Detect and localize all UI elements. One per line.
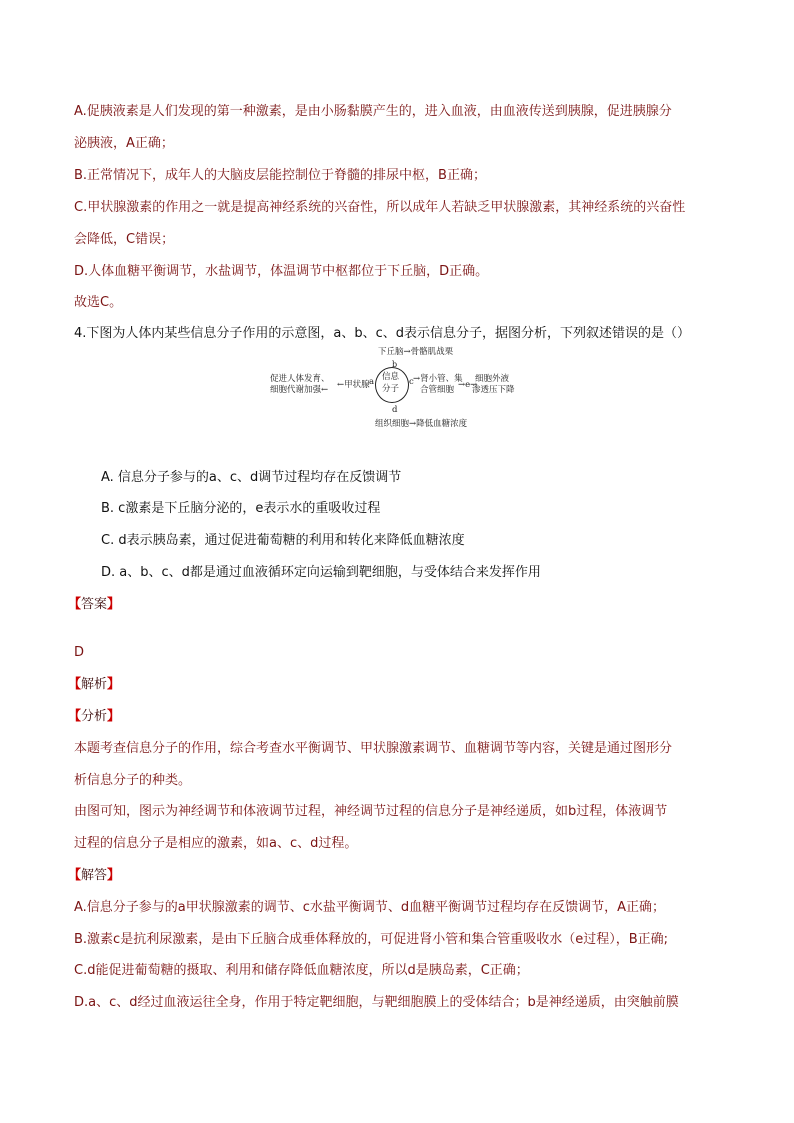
thyroid-label: ←甲状腺: [337, 380, 370, 390]
analysis-d: D.人体血糖平衡调节，水盐调节，体温调节中枢都位于下丘脑，D正确。: [74, 264, 489, 279]
analysis-c-cont: 会降低，C错误；: [74, 232, 175, 247]
bottom-label: 组织细胞→降低血糖浓度: [375, 419, 468, 429]
jieda-a: A.信息分子参与的a甲状腺激素的调节、c水盐平衡调节、d血糖平衡调节过程均存在反馈调节，A正确；: [74, 900, 666, 915]
jieda-c: C.d能促进葡萄糖的摄取、利用和储存降低血糖浓度，所以d是胰岛素，C正确；: [74, 963, 529, 978]
right-label: 渗透压下降: [472, 385, 515, 395]
option-c: C. d表示胰岛素，通过促进葡萄糖的利用和转化来降低血糖浓度: [101, 533, 465, 548]
analysis-a: A.促胰液素是人们发现的第一种激素，是由小肠黏膜产生的，进入血液，由血液传送到胰腺，促进胰腺分: [74, 104, 672, 119]
kidney-label: →肾小管、集: [413, 374, 463, 384]
label-c: c: [409, 377, 414, 387]
center-label: 分子: [382, 384, 400, 394]
fenxi-p1-cont: 析信息分子的种类。: [74, 773, 192, 788]
left-label: 促进人体发育、: [270, 374, 330, 384]
bracket: 】: [107, 868, 121, 883]
fenxi-p2-cont: 过程的信息分子是相应的激素，如a、c、d过程。: [74, 836, 358, 851]
bracket: 】: [107, 709, 121, 724]
label-d: d: [392, 405, 398, 415]
option-d: D. a、b、c、d都是通过血液循环定向运输到靶细胞，与受体结合来发挥作用: [101, 565, 541, 580]
bracket: 】: [107, 677, 121, 692]
choice: 故选C。: [74, 295, 123, 310]
top-label: 下丘脑→骨骼肌战栗: [378, 347, 454, 357]
label-e: →e→: [458, 380, 478, 390]
bracket: 【: [68, 677, 82, 692]
left-label: 细胞代谢加强←: [270, 385, 329, 395]
kidney-label: 合管细胞: [420, 385, 455, 395]
heading-text: 答案: [81, 597, 108, 612]
heading-text: 解析: [81, 677, 108, 692]
bracket: 【: [68, 709, 82, 724]
bracket: 】: [107, 597, 121, 612]
bracket: 【: [68, 868, 82, 883]
answer-heading: [68, 596, 120, 614]
center-label: 信息: [382, 372, 400, 382]
jieda-d: D.a、c、d经过血液运往全身，作用于特定靶细胞，与靶细胞膜上的受体结合；b是神经递质，由突触前膜: [74, 995, 679, 1010]
label-b: b: [392, 360, 398, 369]
jieda-b: B.激素c是抗利尿激素，是由下丘脑合成垂体释放的，可促进肾小管和集合管重吸收水（e过程），B正确;: [74, 932, 668, 947]
fenxi-heading: [68, 708, 120, 726]
fenxi-p1: 本题考查信息分子的作用，综合考查水平衡调节、甲状腺激素调节、血糖调节等内容，关键是通过图形分: [74, 741, 673, 756]
analysis-b: B.正常情况下，成年人的大脑皮层能控制位于脊髓的排尿中枢，B正确；: [74, 168, 486, 183]
option-b: B. c激素是下丘脑分泌的，e表示水的重吸收过程: [101, 501, 381, 516]
analysis-c: C.甲状腺激素的作用之一就是提高神经系统的兴奋性，所以成年人若缺乏甲状腺激素，其神经系统的兴奋性: [74, 200, 686, 215]
fenxi-p2: 由图可知，图示为神经调节和体液调节过程，神经调节过程的信息分子是神经递质，如b过程，体液调节: [74, 804, 668, 819]
right-label: 细胞外液: [475, 374, 510, 384]
jiexi-heading: [68, 676, 120, 694]
question-stem: 4.下图为人体内某些信息分子作用的示意图，a、b、c、d表示信息分子，据图分析，下列叙述错误的是（）: [74, 326, 691, 341]
bracket: 【: [68, 597, 82, 612]
label-a: a: [369, 377, 375, 387]
heading-text: 分析: [81, 709, 108, 724]
option-a: A. 信息分子参与的a、c、d调节过程均存在反馈调节: [101, 470, 402, 485]
analysis-a-cont: 泌胰液，A正确；: [74, 136, 174, 151]
heading-text: 解答: [81, 868, 108, 883]
signal-molecule-diagram: [270, 345, 530, 433]
answer-value: D: [74, 645, 85, 660]
jieda-heading: [68, 867, 120, 885]
